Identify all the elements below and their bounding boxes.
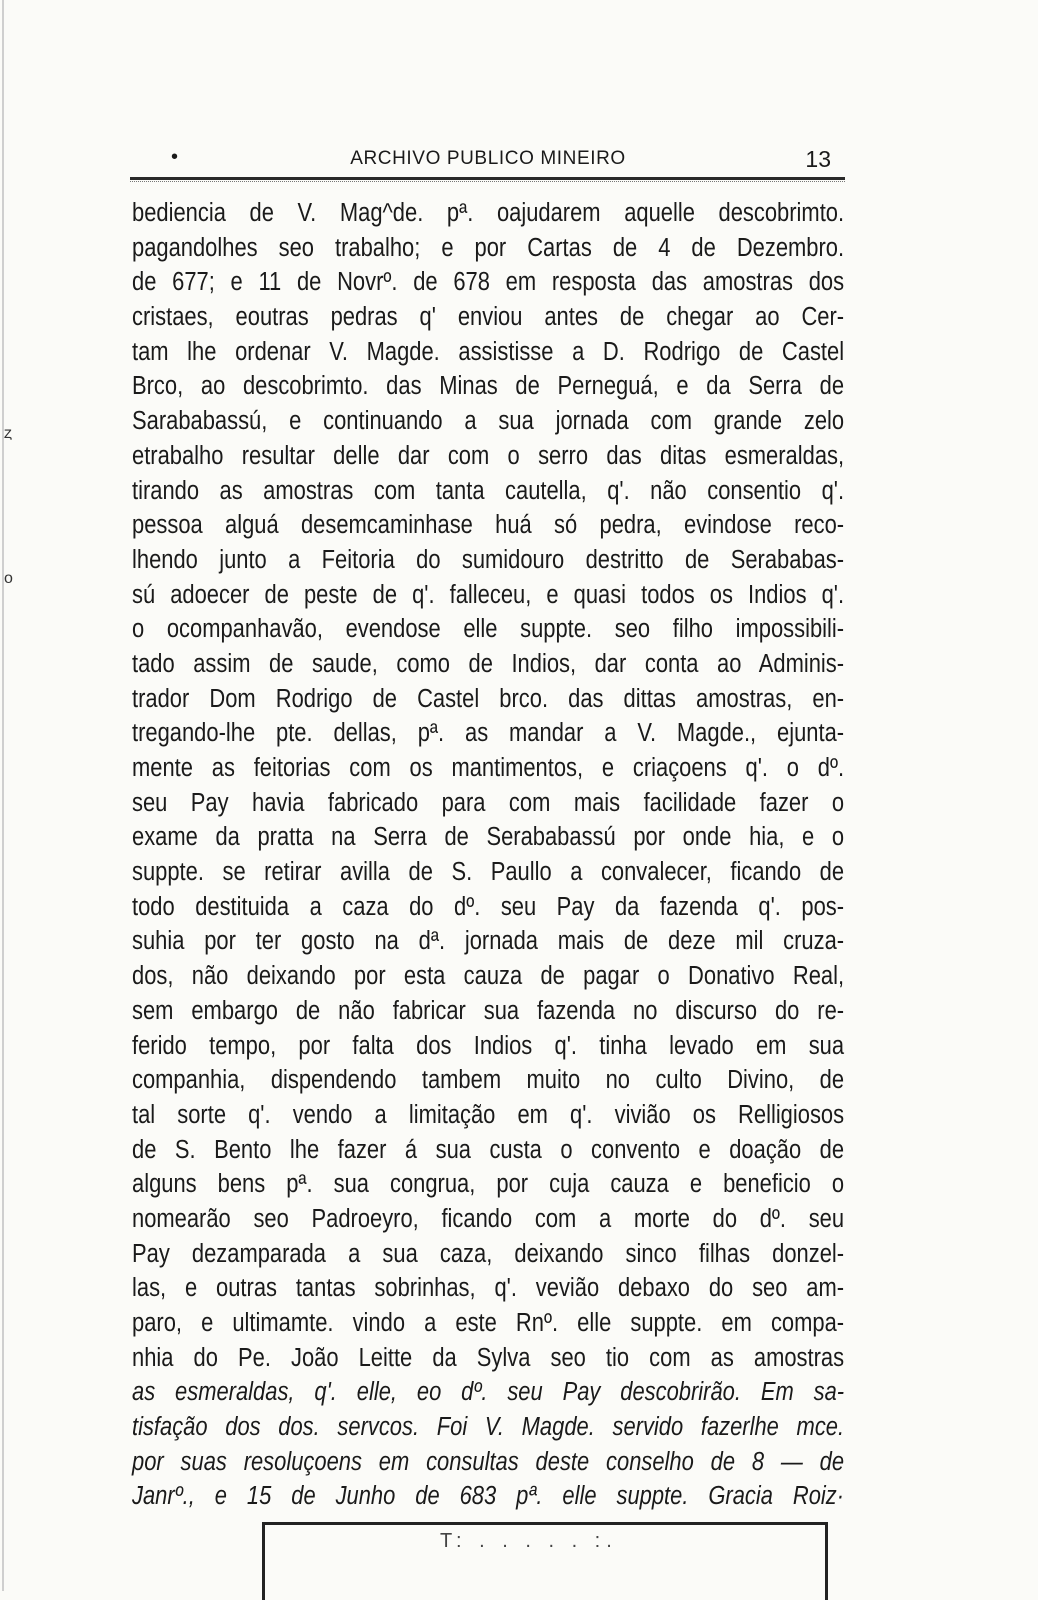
text-line: bediencia de V. Mag^de. pª. oajudarem aquelle descobrimto. [132,199,845,227]
text-line: alguns bens pª. sua congrua, por cuja cauza e beneficio o [132,1170,845,1199]
running-header [133,142,843,176]
text-line: sú adoecer de peste de q'. falleceu, e quasi todos os Indios q'. [132,580,845,609]
header-bullet: • [171,146,179,168]
margin-mark: ȥ [4,425,12,442]
header-rule-dotted [130,181,845,182]
text-line: suhia por ter gosto na dª. jornada mais de deze mil cruza- [132,927,845,956]
margin-mark: o [4,570,13,587]
text-line: suppte. se retirar avilla de S. Paullo a convalecer, ficando de [132,858,845,887]
text-line: por suas resoluçoens em consultas deste conselho de 8 — de [132,1447,845,1476]
text-line: tam lhe ordenar V. Magde. assistisse a D. Rodrigo de Castel [132,337,845,366]
text-line: tisfação dos dos. servcos. Foi V. Magde. servido fazerlhe mce. [132,1413,845,1442]
text-line: nhia do Pe. João Leitte da Sylva seo tio com as amostras [132,1343,845,1372]
text-line: as esmeraldas, q'. elle, eo dº. seu Pay descobrirão. Em sa- [132,1378,845,1407]
page-edge [2,0,4,1591]
text-line: etrabalho resultar delle dar com o serro das ditas esmeraldas, [132,441,845,470]
text-line: dos, não deixando por esta cauza de pagar o Donativo Real, [132,962,845,991]
text-line: cristaes, eoutras pedras q' enviou antes de chegar ao Cer- [132,303,845,332]
text-line: tregando-lhe pte. dellas, pª. as mandar a V. Magde., ejunta- [132,719,845,748]
page-number: 13 [805,146,831,172]
text-line: pagandolhes seo trabalho; e por Cartas de 4 de Dezembro. [132,233,845,262]
text-line: nomearão seo Padroeyro, ficando com a morte do dº. seu [132,1204,845,1233]
text-line: lhendo junto a Feitoria do sumidouro destritto de Serababas- [132,545,845,574]
text-line: de 677; e 11 de Novrº. de 678 em resposta das amostras dos [132,268,845,297]
text-line: tado assim de saude, como de Indios, dar conta ao Adminis- [132,649,845,678]
text-line: exame da pratta na Serra de Serababassú por onde hia, e o [132,823,845,852]
text-line: Janrº., e 15 de Junho de 683 pª. elle suppte. Gracia Roiz· [132,1482,845,1511]
archive-stamp-text: T: . . . . . :. [440,1530,618,1552]
text-line: pessoa alguá desemcaminhase huá só pedra, evindose reco- [132,511,845,540]
text-line: mente as feitorias com os mantimentos, e criaçoens q'. o dº. [132,754,845,782]
text-line: tal sorte q'. vendo a limitação em q'. vivião os Relligiosos [132,1100,845,1129]
text-line: companhia, dispendendo tambem muito no culto Divino, de [132,1066,845,1095]
header-title: ARCHIVO PUBLICO MINEIRO [350,148,626,169]
text-line: sem embargo de não fabricar sua fazenda no discurso do re- [132,996,845,1025]
text-line: de S. Bento lhe fazer á sua custa o convento e doação de [132,1135,845,1164]
text-line: seu Pay havia fabricado para com mais facilidade fazer o [132,788,845,817]
body-text [132,196,844,1514]
text-line: las, e outras tantas sobrinhas, q'. vevião debaxo do seo am- [132,1274,845,1303]
text-line: o ocompanhavão, evendose elle suppte. seo filho impossibili- [132,615,845,644]
text-line: paro, e ultimamte. vindo a este Rnº. elle suppte. em compa- [132,1309,845,1337]
text-line: todo destituida a caza do dº. seu Pay da fazenda q'. pos- [132,892,845,921]
text-line: ferido tempo, por falta dos Indios q'. tinha levado em sua [132,1031,845,1060]
text-line: Sarababassú, e continuando a sua jornada com grande zelo [132,407,845,436]
text-line: tirando as amostras com tanta cautella, q'. não consentio q'. [132,476,845,505]
text-line: Brco, ao descobrimto. das Minas de Perneguá, e da Serra de [132,372,845,401]
text-line: Pay dezamparada a sua caza, deixando sinco filhas donzel- [132,1239,845,1268]
text-line: trador Dom Rodrigo de Castel brco. das dittas amostras, en- [132,684,845,713]
header-rule [130,177,845,180]
